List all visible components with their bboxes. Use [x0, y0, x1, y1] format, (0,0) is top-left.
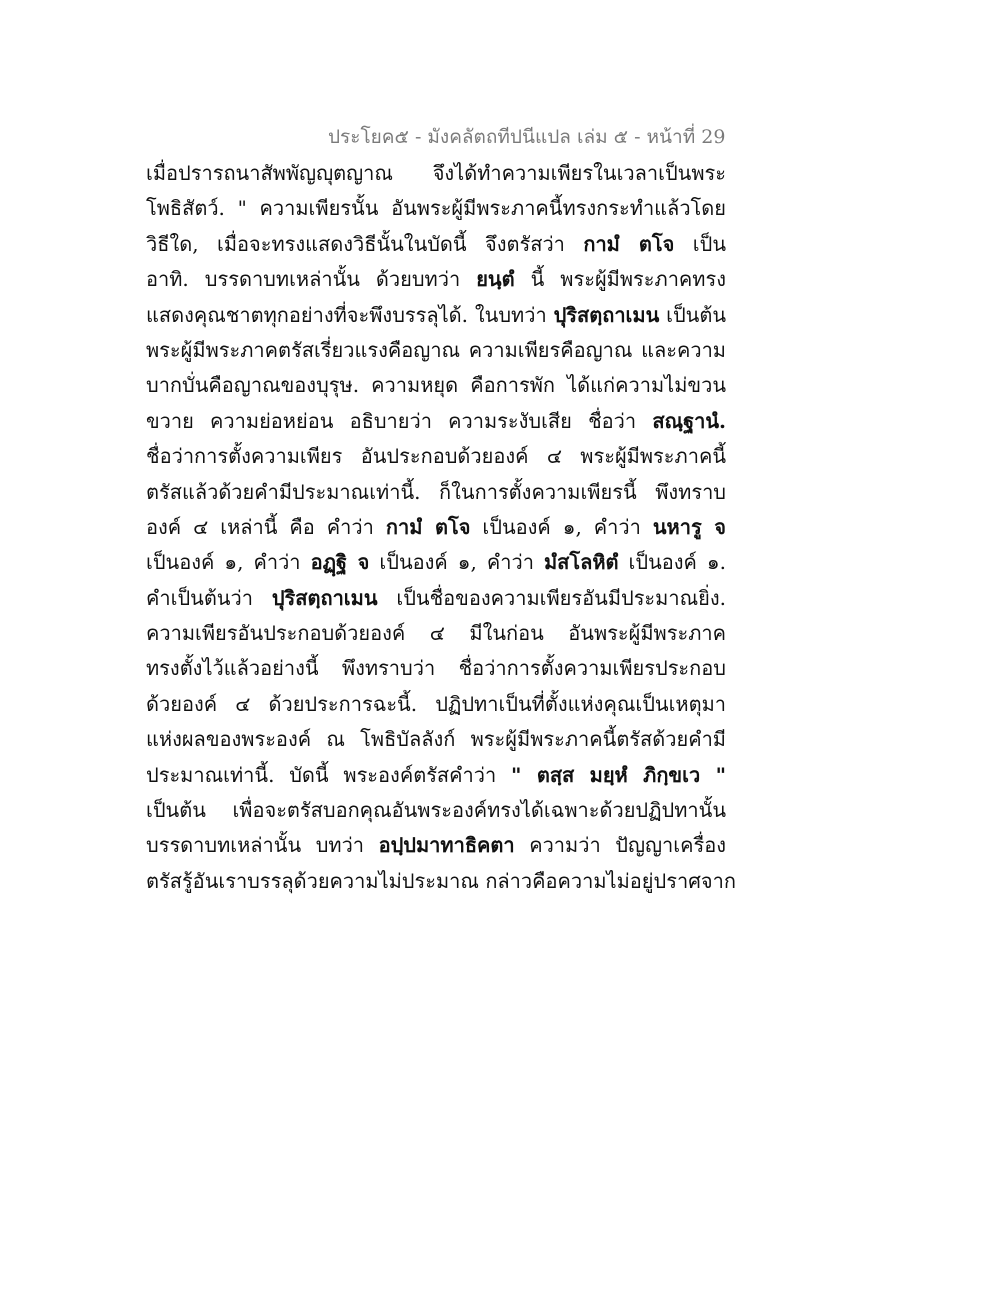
text-run: เป็น	[674, 231, 726, 256]
text-run: ตรัสแล้วด้วยคำมีประมาณเท่านี้. ก็ในการตั้งความเพียรนี้ พึงทราบ	[146, 479, 726, 504]
text-line	[146, 368, 726, 403]
text-line	[146, 510, 726, 545]
text-line	[146, 156, 726, 191]
text-run: บากบั่นคือญาณของบุรุษ. ความหยุด คือการพัก ได้แก่ความไม่ขวน	[146, 373, 726, 398]
text-run: พระผู้มีพระภาคตรัสเรี่ยวแรงคือญาณ ความเพียรคือญาณ และความ	[146, 337, 726, 362]
text-run: นี้ พระผู้มีพระภาคทรง	[514, 267, 726, 292]
text-run: โพธิสัตว์. " ความเพียรนั้น อันพระผู้มีพระภาคนี้ทรงกระทำแล้วโดย	[146, 196, 726, 221]
text-run: ความเพียรอันประกอบด้วยองค์ ๔ มีในก่อน อันพระผู้มีพระภาค	[146, 621, 726, 646]
text-run: ความว่า ปัญญาเครื่อง	[514, 833, 726, 858]
text-line	[146, 262, 726, 297]
running-head: ประโยค๕ - มังคลัตถทีปนีแปล เล่ม ๕ - หน้าที่ 29	[328, 126, 726, 148]
text-run: เป็นองค์ ๑, คำว่า	[146, 550, 311, 575]
text-run: เป็นองค์ ๑, คำว่า	[470, 514, 653, 539]
pali-term: ปุริสตฺถาเมน	[271, 585, 378, 610]
text-run: ด้วยองค์ ๔ ด้วยประการฉะนี้. ปฏิปทาเป็นที่ตั้งแห่งคุณเป็นเหตุมา	[146, 691, 726, 716]
text-run: คำเป็นต้นว่า	[146, 585, 272, 610]
text-run: ตรัสรู้อันเราบรรลุด้วยความไม่ประมาณ กล่าวคือความไม่อยู่ปราศจาก	[146, 868, 736, 893]
text-line	[146, 404, 726, 439]
text-run: ชื่อว่าการตั้งความเพียร อันประกอบด้วยองค์ ๔ พระผู้มีพระภาคนี้	[146, 444, 726, 469]
text-line	[146, 722, 726, 757]
text-line	[146, 475, 726, 510]
text-run: เป็นองค์ ๑.	[618, 550, 726, 575]
text-line	[146, 439, 726, 474]
text-line	[146, 651, 726, 686]
pali-term: สณฺฐานํ.	[652, 408, 726, 433]
text-run: องค์ ๔ เหล่านี้ คือ คำว่า	[146, 514, 386, 539]
text-run: แสดงคุณชาตทุกอย่างที่จะพึงบรรลุได้. ในบทว่า	[146, 302, 554, 327]
text-run: อาทิ. บรรดาบทเหล่านั้น ด้วยบทว่า	[146, 267, 477, 292]
text-line	[146, 545, 726, 580]
text-run: เป็นองค์ ๑, คำว่า	[369, 550, 544, 575]
pali-term: อปฺปมาทาธิคตา	[378, 833, 515, 858]
text-line	[146, 616, 726, 651]
pali-term: ยนฺตํ	[476, 267, 515, 292]
text-line	[146, 864, 736, 899]
text-run: ขวาย ความย่อหย่อน อธิบายว่า ความระงับเสีย ชื่อว่า	[146, 408, 653, 433]
text-run: ประมาณเท่านี้. บัดนี้ พระองค์ตรัสคำว่า	[146, 762, 512, 787]
text-run: เป็นต้น เพื่อจะตรัสบอกคุณอันพระองค์ทรงได้เฉพาะด้วยปฏิปทานั้น	[146, 798, 726, 823]
text-run: ทรงตั้งไว้แล้วอย่างนี้ พึงทราบว่า ชื่อว่าการตั้งความเพียรประกอบ	[146, 656, 726, 681]
pali-term: กามํ ตโจ	[583, 231, 675, 256]
pali-term: อฏฺฐิ จ	[310, 550, 370, 575]
text-line	[146, 581, 726, 616]
text-run: บรรดาบทเหล่านั้น บทว่า	[146, 833, 379, 858]
pali-term: กามํ ตโจ	[385, 514, 471, 539]
text-run: เป็นชื่อของความเพียรอันมีประมาณยิ่ง.	[377, 585, 726, 610]
text-line	[146, 191, 726, 226]
text-run: วิธีใด, เมื่อจะทรงแสดงวิธีนั้นในบัดนี้ จึงตรัสว่า	[146, 231, 584, 256]
text-line	[146, 298, 726, 333]
text-line	[146, 793, 726, 828]
text-line	[146, 227, 726, 262]
text-line	[146, 687, 726, 722]
pali-term: ปุริสตฺถาเมน	[553, 302, 660, 327]
text-run: แห่งผลของพระองค์ ณ โพธิบัลลังก์ พระผู้มีพระภาคนี้ตรัสด้วยคำมี	[146, 727, 726, 752]
text-line	[146, 828, 726, 863]
pali-term: มํสโลหิตํ	[543, 550, 619, 575]
body-text	[146, 156, 736, 899]
text-run: เป็นต้น	[659, 302, 726, 327]
text-run: เมื่อปรารถนาสัพพัญญุตญาณ จึงได้ทำความเพียรในเวลาเป็นพระ	[146, 161, 726, 185]
pali-term: นหารู จ	[652, 514, 727, 539]
text-line	[146, 758, 726, 793]
text-line	[146, 333, 726, 368]
pali-term: " ตสฺส มยฺหํ ภิกฺขเว "	[511, 762, 726, 787]
